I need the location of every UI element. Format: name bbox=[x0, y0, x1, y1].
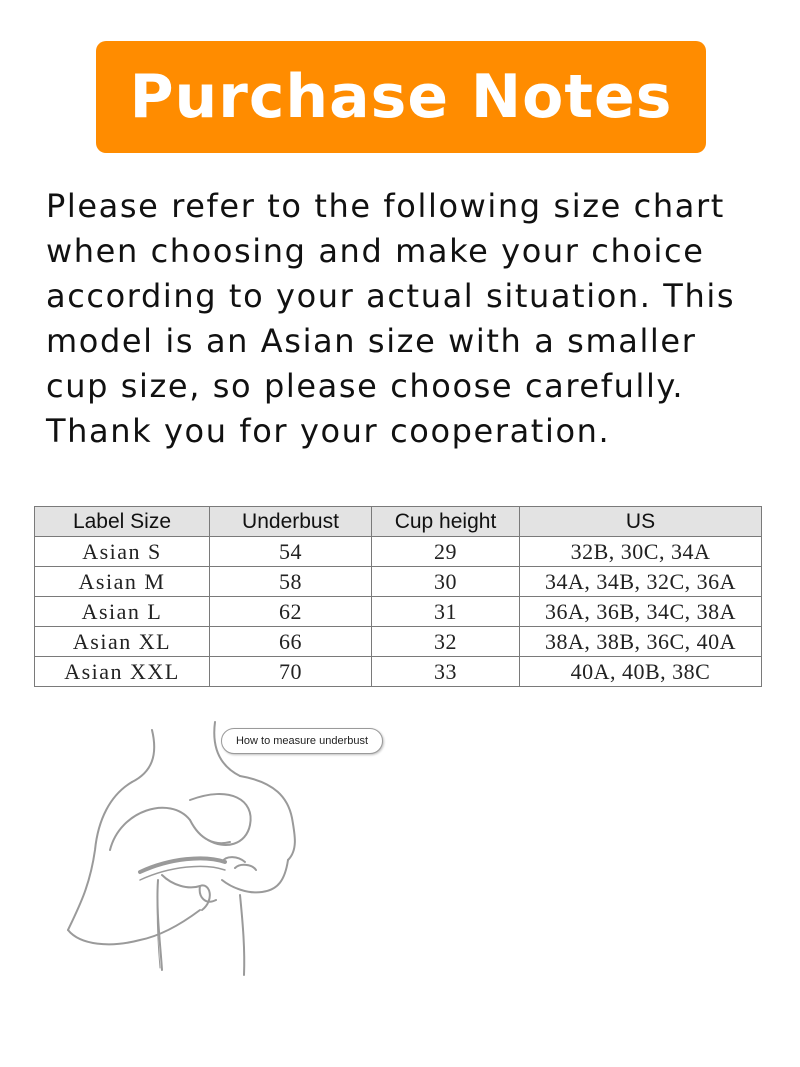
notes-line: when choosing and make your choice bbox=[46, 232, 705, 270]
cell-cup-height: 31 bbox=[372, 597, 520, 627]
purchase-notes-banner bbox=[96, 41, 706, 153]
cell-us: 36A, 36B, 34C, 38A bbox=[520, 597, 762, 627]
header-underbust: Underbust bbox=[210, 507, 372, 537]
cell-label-size: Asian XL bbox=[35, 627, 210, 657]
table-row bbox=[35, 567, 762, 597]
how-to-measure-callout bbox=[221, 728, 383, 754]
cell-underbust: 58 bbox=[210, 567, 372, 597]
notes-line: model is an Asian size with a smaller bbox=[46, 322, 697, 360]
table-header-row bbox=[35, 507, 762, 537]
cell-us: 38A, 38B, 36C, 40A bbox=[520, 627, 762, 657]
header-label-size: Label Size bbox=[35, 507, 210, 537]
cell-label-size: Asian S bbox=[35, 537, 210, 567]
cell-cup-height: 29 bbox=[372, 537, 520, 567]
cell-cup-height: 32 bbox=[372, 627, 520, 657]
size-chart-table bbox=[34, 506, 762, 687]
header-us: US bbox=[520, 507, 762, 537]
notes-line: Please refer to the following size chart bbox=[46, 187, 725, 225]
cell-underbust: 66 bbox=[210, 627, 372, 657]
table-row bbox=[35, 537, 762, 567]
cell-us: 40A, 40B, 38C bbox=[520, 657, 762, 687]
cell-underbust: 62 bbox=[210, 597, 372, 627]
cell-cup-height: 30 bbox=[372, 567, 520, 597]
cell-us: 34A, 34B, 32C, 36A bbox=[520, 567, 762, 597]
notes-line: Thank you for your cooperation. bbox=[46, 412, 611, 450]
cell-label-size: Asian XXL bbox=[35, 657, 210, 687]
cell-cup-height: 33 bbox=[372, 657, 520, 687]
cell-us: 32B, 30C, 34A bbox=[520, 537, 762, 567]
cell-underbust: 70 bbox=[210, 657, 372, 687]
cell-label-size: Asian L bbox=[35, 597, 210, 627]
header-cup-height: Cup height bbox=[372, 507, 520, 537]
callout-text: How to measure underbust bbox=[235, 735, 369, 747]
purchase-notes-text bbox=[46, 184, 766, 454]
cell-label-size: Asian M bbox=[35, 567, 210, 597]
table-row bbox=[35, 627, 762, 657]
table-row bbox=[35, 597, 762, 627]
banner-title: Purchase Notes bbox=[129, 62, 673, 132]
notes-line: cup size, so please choose carefully. bbox=[46, 367, 685, 405]
notes-line: according to your actual situation. This bbox=[46, 277, 736, 315]
table-row bbox=[35, 657, 762, 687]
cell-underbust: 54 bbox=[210, 537, 372, 567]
